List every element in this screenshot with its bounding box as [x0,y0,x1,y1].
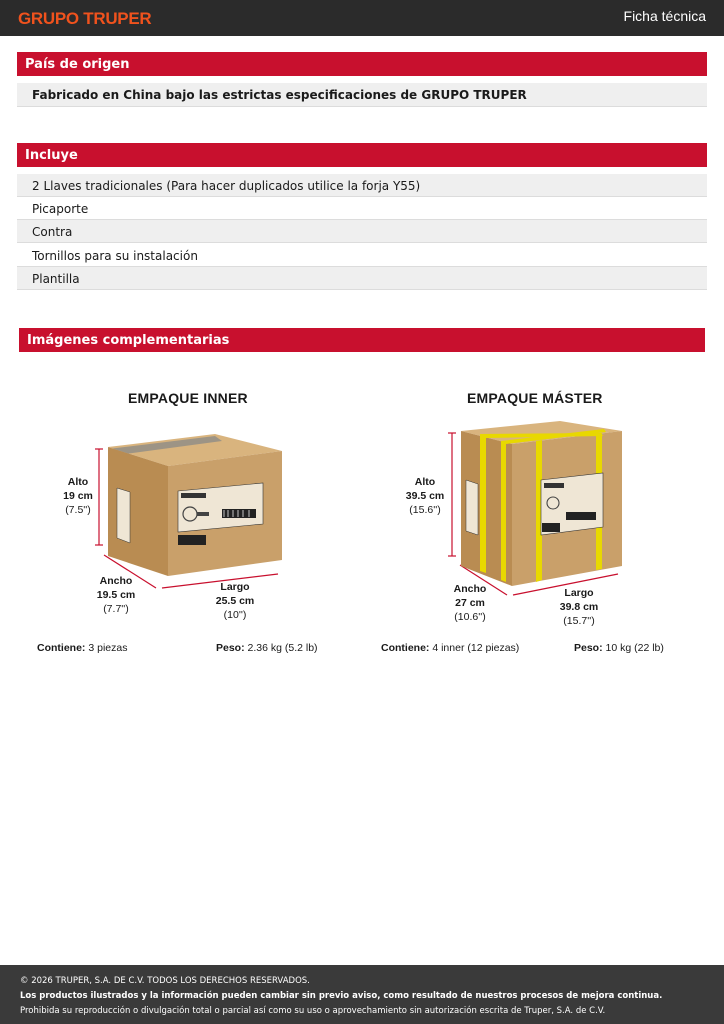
master-alto-dimension: Alto 39.5 cm (15.6'') [405,476,445,516]
inner-contiene: Contiene: 3 piezas [37,642,128,654]
list-item: Tornillos para su instalación [17,244,707,267]
section-header-origin: País de origen [17,52,707,76]
brand-logo: GRUPO TRUPER [18,9,152,28]
document-title: Ficha técnica [623,8,706,24]
master-ancho-dimension: Ancho 27 cm (10.6'') [453,583,487,623]
inner-title: EMPAQUE INNER [128,390,248,406]
list-item: Contra [17,220,707,243]
footer-copyright: © 2026 TRUPER, S.A. DE C.V. TODOS LOS DERECHOS RESERVADOS. [20,976,310,986]
master-peso: Peso: 10 kg (22 lb) [574,642,664,654]
footer-notice: Los productos ilustrados y la información pueden cambiar sin previo aviso, como resultado de nuestros procesos de mejora continua. [20,991,663,1001]
section-header-includes: Incluye [17,143,707,167]
list-item: 2 Llaves tradicionales (Para hacer duplicados utilice la forja Y55) [17,174,707,197]
footer [0,965,724,1024]
master-contiene: Contiene: 4 inner (12 piezas) [381,642,520,654]
inner-alto-dimension: Alto 19 cm (7.5'') [63,476,93,516]
list-item: Picaporte [17,197,707,220]
master-title: EMPAQUE MÁSTER [467,390,603,406]
inner-largo-dimension: Largo 25.5 cm (10'') [215,581,255,621]
list-item: Plantilla [17,267,707,290]
section-header-images: Imágenes complementarias [19,328,705,352]
master-largo-dimension: Largo 39.8 cm (15.7'') [559,587,599,627]
inner-peso: Peso: 2.36 kg (5.2 lb) [216,642,318,654]
footer-prohibition: Prohibida su reproducción o divulgación total o parcial así como su uso o aprovechamiento sin autorización escrita de Truper, S.A. de C.V. [20,1006,606,1016]
origin-text: Fabricado en China bajo las estrictas especificaciones de GRUPO TRUPER [17,83,707,107]
inner-ancho-dimension: Ancho 19.5 cm (7.7'') [96,575,136,615]
